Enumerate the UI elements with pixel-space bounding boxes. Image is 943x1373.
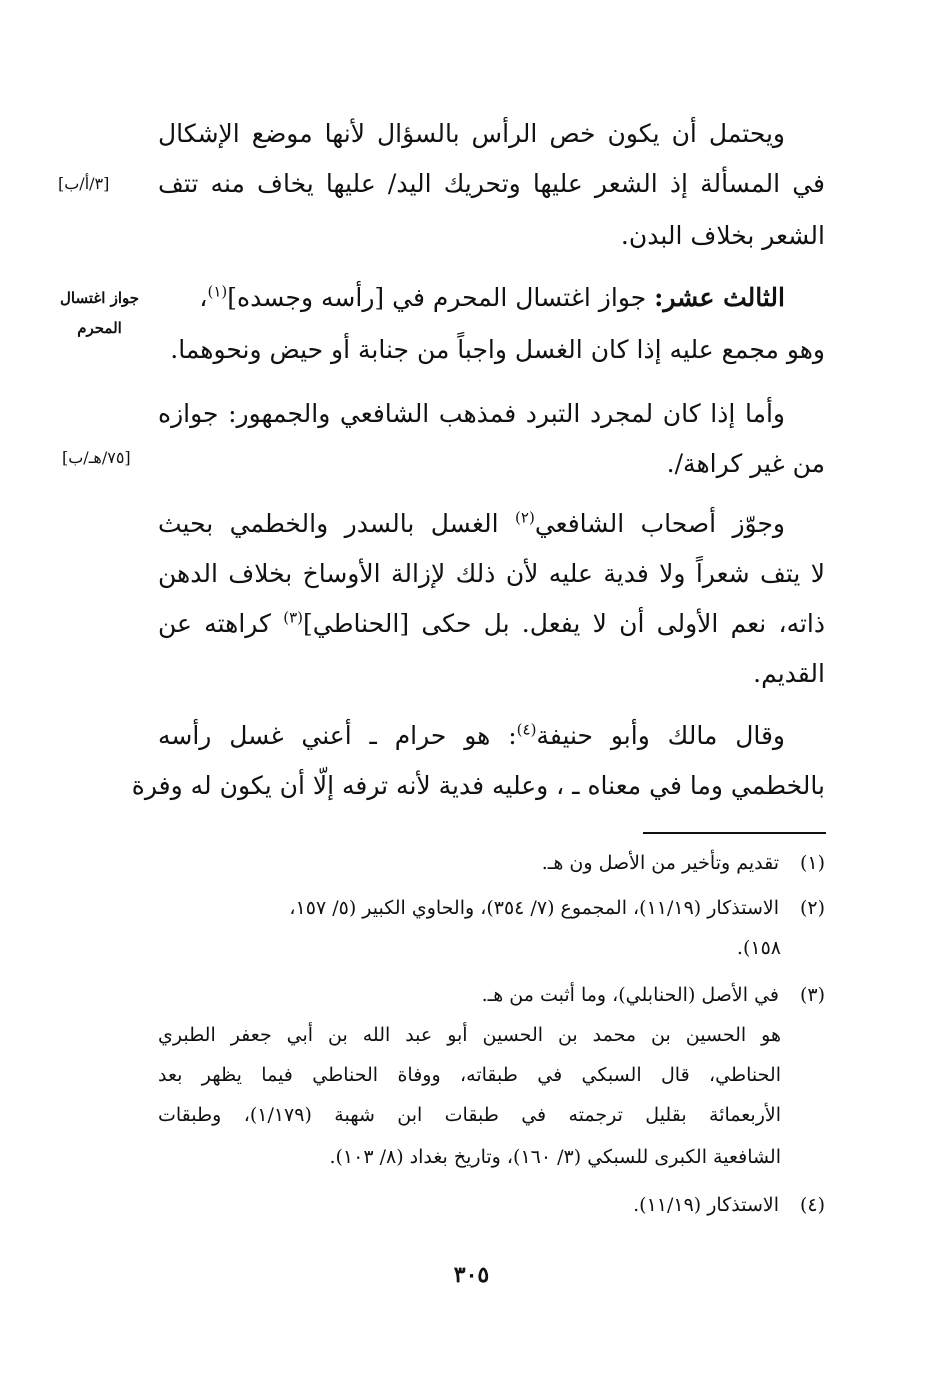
body-line: بالخطمي وما في معناه ـ ، وعليه فدية لأنه ترفه إلّا أن يكون له وفرة [131,771,825,800]
footnote-number: (١) [799,852,825,874]
body-text: الغسل بالسدر والخطمي بحيث [158,509,499,538]
footnote-1 [158,848,825,878]
body-text: جواز اغتسال المحرم في [رأسه وجسده] [227,283,647,312]
footnote-3 [158,980,825,1010]
body-line: وأما إذا كان لمجرد التبرد فمذهب الشافعي والجمهور: جوازه [158,399,785,428]
side-note [60,288,139,338]
manuscript-ref: [٣/أ/ب] [58,174,110,193]
footnote-marker[interactable]: (٣) [283,608,303,627]
body-line: في المسألة إذ الشعر عليها وتحريك اليد/ عليها يخاف منه تتف [158,169,825,198]
section-heading: الثالث عشر: [654,283,785,312]
body-line [158,606,825,642]
body-line [158,718,785,754]
footnote-number: (٢) [799,897,825,919]
body-line: من غير كراهة/. [666,449,825,478]
footnote-text: هو الحسين بن محمد بن الحسين أبو عبد الله بن أبي جعفر الطبري [158,1024,781,1046]
footnote-marker[interactable]: (٢) [515,508,535,527]
footnote-2 [158,893,825,923]
body-line: القديم. [753,659,825,688]
footnote-text: الحناطي، قال السبكي في طبقاته، ووفاة الحناطي فيما يظهر بعد [158,1064,781,1086]
page-number: ٣٠٥ [453,1262,490,1288]
footnote-text: ١٥٨). [736,937,781,959]
footnote-text: الأربعمائة بقليل ترجمته في طبقات ابن شهبة (١/١٧٩)، وطبقات [158,1104,781,1126]
footnote-text: الاستذكار (١١/١٩)، المجموع (٧/ ٣٥٤)، والحاوي الكبير (٥/ ١٥٧، [289,897,779,919]
footnote-text: الاستذكار (١١/١٩). [633,1194,779,1216]
footnote-number: (٤) [799,1194,825,1216]
body-text: وجوّز أصحاب الشافعي [534,509,785,538]
body-line: ويحتمل أن يكون خص الرأس بالسؤال لأنها موضع الإشكال [158,119,785,148]
side-note-line: جواز اغتسال [60,289,140,307]
footnote-text: تقديم وتأخير من الأصل ون هـ. [541,852,779,874]
footnote-text: في الأصل (الحنابلي)، وما أثبت من هـ. [481,984,779,1006]
body-text: كراهته عن [158,609,271,638]
body-line: وهو مجمع عليه إذا كان الغسل واجباً من جنابة أو حيض ونحوهما. [170,335,825,364]
body-line [158,280,785,316]
body-text: وقال مالك وأبو حنيفة [536,721,786,750]
body-text: : هو حرام ـ أعني غسل رأسه [158,721,517,750]
footnote-number: (٣) [799,984,825,1006]
body-line: الشعر بخلاف البدن. [620,221,825,250]
footnote-4 [158,1190,825,1220]
body-line [158,506,785,542]
footnote-separator [643,832,826,834]
body-text: ، [199,283,208,312]
body-line: لا يتف شعراً ولا فدية عليه لأن ذلك لإزالة الأوساخ بخلاف الدهن [158,559,825,588]
body-text: ذاته، نعم الأولى أن لا يفعل. بل حكى [الحناطي] [303,609,826,638]
footnote-marker[interactable]: (١) [207,282,228,301]
side-note-line: المحرم [77,319,122,337]
footnote-marker[interactable]: (٤) [516,720,537,739]
manuscript-ref: [٧٥/هـ/ب] [62,448,131,467]
footnote-text: الشافعية الكبرى للسبكي (٣/ ١٦٠)، وتاريخ بغداد (٨/ ١٠٣). [329,1146,781,1168]
